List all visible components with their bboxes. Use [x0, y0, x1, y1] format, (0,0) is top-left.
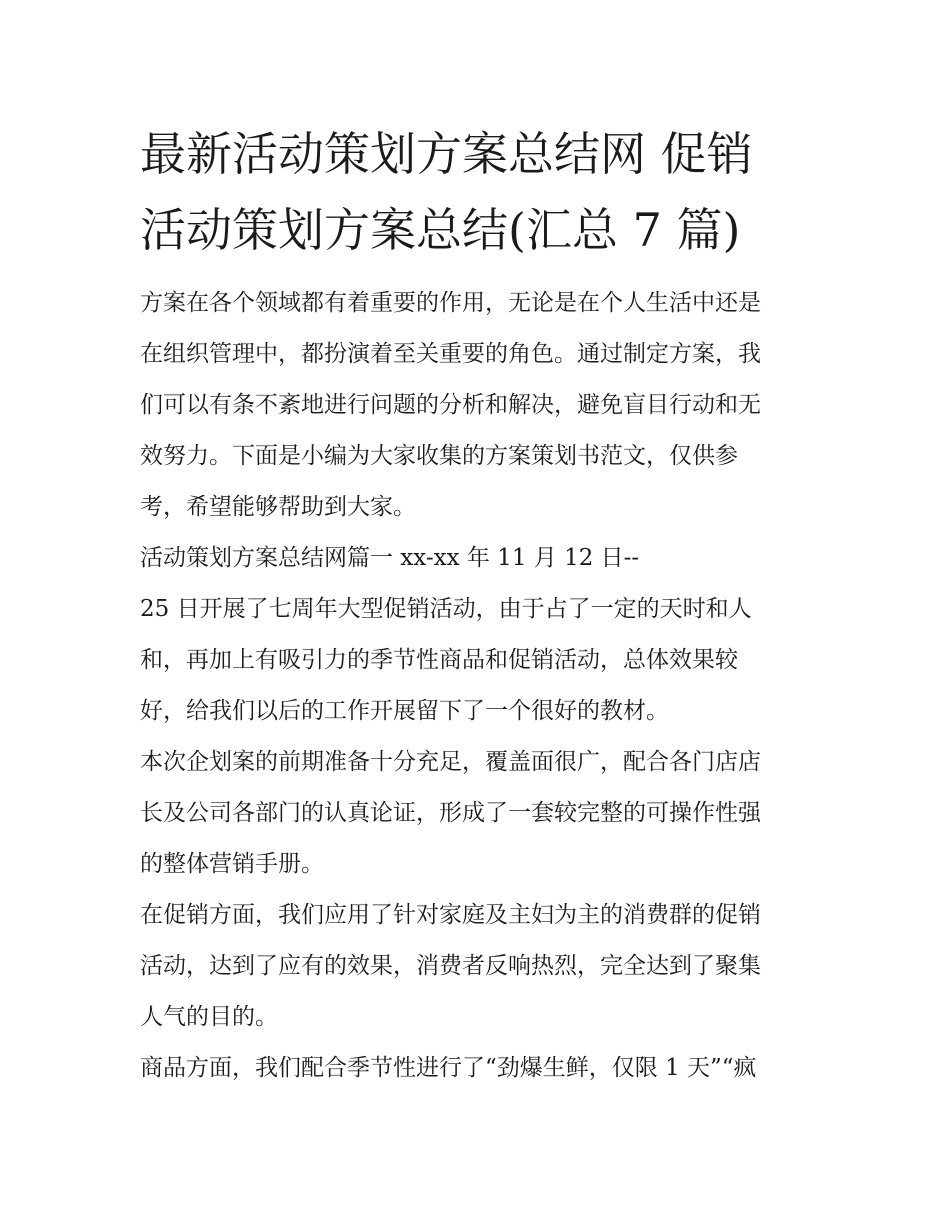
text-line: 在组织管理中，都扮演着至关重要的角色。通过制定方案，我 — [140, 341, 761, 367]
document-title — [140, 116, 830, 268]
paragraph-preparation — [140, 737, 830, 890]
text-line: 在促销方面，我们应用了针对家庭及主妇为主的消费群的促销 — [140, 902, 761, 928]
title-line: 最新活动策划方案总结网 促销 — [140, 127, 753, 181]
text-line: 和，再加上有吸引力的季节性商品和促销活动，总体效果较 — [140, 647, 738, 673]
text-line: 效努力。下面是小编为大家收集的方案策划书范文，仅供参 — [140, 443, 738, 469]
text-line: 本次企划案的前期准备十分充足，覆盖面很广，配合各门店店 — [140, 749, 761, 775]
text-line: 考，希望能够帮助到大家。 — [140, 494, 416, 520]
document-body — [140, 278, 830, 1094]
text-line: 们可以有条不紊地进行问题的分析和解决，避免盲目行动和无 — [140, 392, 761, 418]
paragraph-intro — [140, 278, 830, 533]
paragraph-section-heading — [140, 533, 830, 584]
text-line: 方案在各个领域都有着重要的作用，无论是在个人生活中还是 — [140, 290, 761, 316]
text-line: 25 日开展了七周年大型促销活动，由于占了一定的天时和人 — [140, 596, 752, 622]
title-line: 活动策划方案总结(汇总 7 篇) — [140, 203, 741, 257]
text-line: 好，给我们以后的工作开展留下了一个很好的教材。 — [140, 698, 669, 724]
paragraph-promotion — [140, 890, 830, 1043]
text-line: 人气的目的。 — [140, 1004, 278, 1030]
text-line: 的整体营销手册。 — [140, 851, 324, 877]
text-line: 活动，达到了应有的效果，消费者反响热烈，完全达到了聚集 — [140, 953, 761, 979]
paragraph-event-summary — [140, 584, 830, 737]
text-line: 商品方面，我们配合季节性进行了“劲爆生鲜，仅限 1 天”“疯 — [140, 1055, 757, 1081]
text-line: 活动策划方案总结网篇一 xx-xx 年 11 月 12 日-- — [140, 545, 640, 571]
text-line: 长及公司各部门的认真论证，形成了一套较完整的可操作性强 — [140, 800, 761, 826]
paragraph-merchandise — [140, 1043, 830, 1094]
